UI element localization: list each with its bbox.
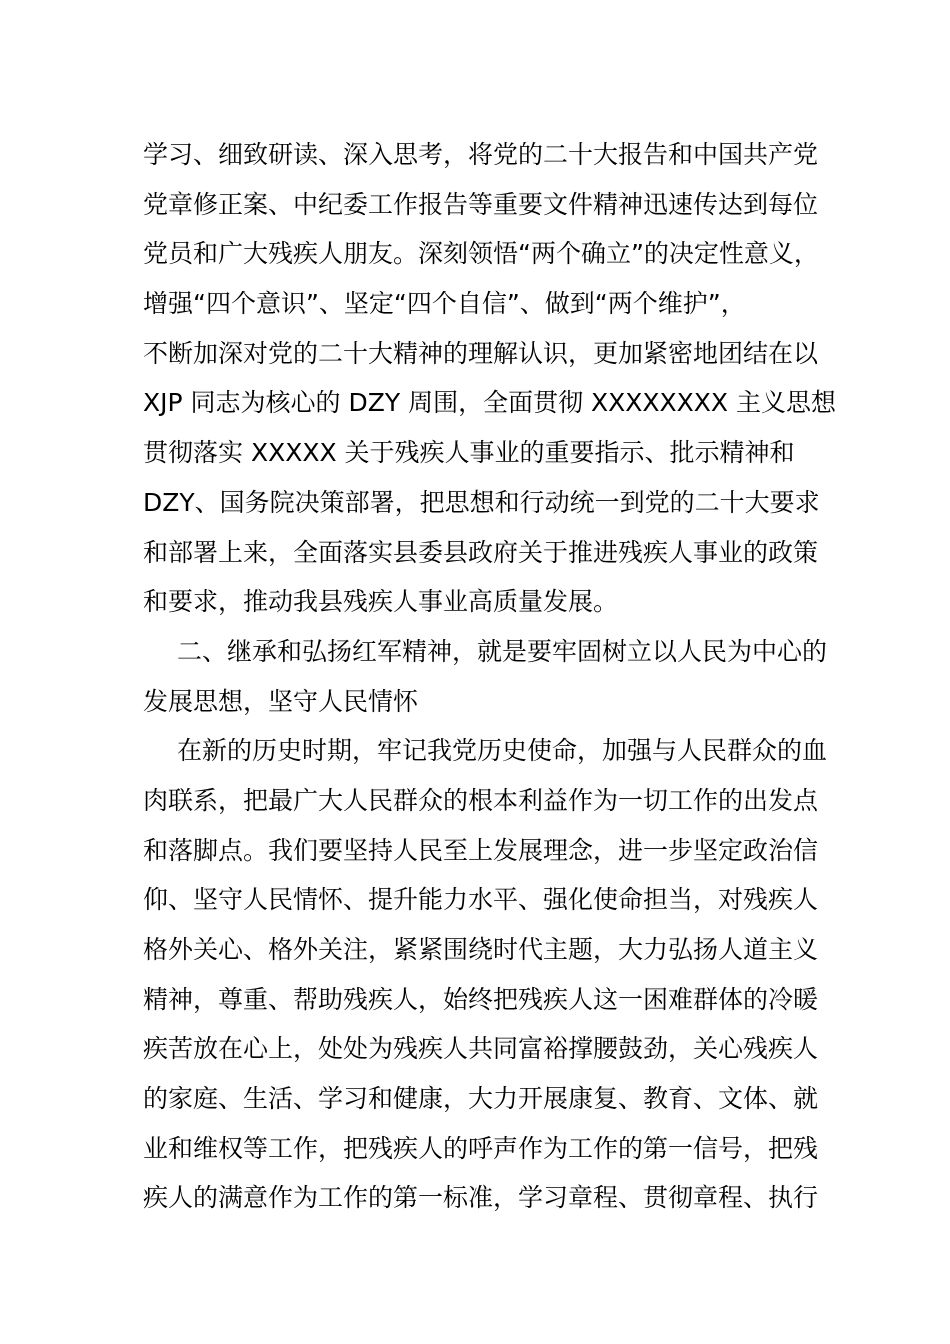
paragraph-line: 疾人的满意作为工作的第一标准，学习章程、贯彻章程、执行 (143, 1183, 819, 1213)
paragraph-line: 仰、坚守人民情怀、提升能力水平、强化使命担当，对残疾人 (143, 885, 819, 915)
paragraph-line: 格外关心、格外关注，紧紧围绕时代主题，大力弘扬人道主义 (143, 935, 819, 964)
paragraph-line: DZY、国务院决策部署，把思想和行动统一到党的二十大要求 (143, 487, 820, 517)
document-body (143, 130, 836, 1223)
paragraph-line: 在新的历史时期，牢记我党历史使命，加强与人民群众的血 (177, 736, 828, 766)
paragraph-line: 和要求，推动我县残疾人事业高质量发展。 (143, 587, 619, 617)
paragraph-line: 贯彻落实 XXXXX 关于残疾人事业的重要指示、批示精神和 (143, 438, 795, 468)
section-heading-line: 发展思想，坚守人民情怀 (143, 686, 419, 716)
paragraph-line: 党章修正案、中纪委工作报告等重要文件精神迅速传达到每位 (143, 189, 819, 219)
paragraph-line: 业和维权等工作，把残疾人的呼声作为工作的第一信号，把残 (143, 1133, 819, 1163)
paragraph-line: 疾苦放在心上，处处为残疾人共同富裕撑腰鼓劲，关心残疾人 (143, 1034, 819, 1064)
paragraph-line: 党员和广大残疾人朋友。深刻领悟“两个确立”的决定性意义， (143, 239, 819, 269)
paragraph-line: 和落脚点。我们要坚持人民至上发展理念，进一步坚定政治信 (143, 835, 819, 865)
paragraph-line: 的家庭、生活、学习和健康，大力开展康复、教育、文体、就 (143, 1084, 819, 1114)
paragraph-line: 和部署上来，全面落实县委县政府关于推进残疾人事业的政策 (143, 537, 819, 567)
paragraph-line: 不断加深对党的二十大精神的理解认识，更加紧密地团结在以 (143, 338, 819, 368)
paragraph-line: 增强“四个意识”、坚定“四个自信”、做到“两个维护”， (143, 289, 746, 319)
section-heading-line: 二、继承和弘扬红军精神，就是要牢固树立以人民为中心的 (177, 636, 828, 666)
paragraph-line: 精神，尊重、帮助残疾人，始终把残疾人这一困难群体的冷暖 (143, 984, 819, 1014)
paragraph-line: XJP 同志为核心的 DZY 周围，全面贯彻 XXXXXXXX 主义思想 (143, 388, 836, 418)
paragraph-line: 肉联系，把最广大人民群众的根本利益作为一切工作的出发点 (143, 785, 819, 815)
paragraph-line: 学习、细致研读、深入思考，将党的二十大报告和中国共产党 (143, 140, 819, 169)
